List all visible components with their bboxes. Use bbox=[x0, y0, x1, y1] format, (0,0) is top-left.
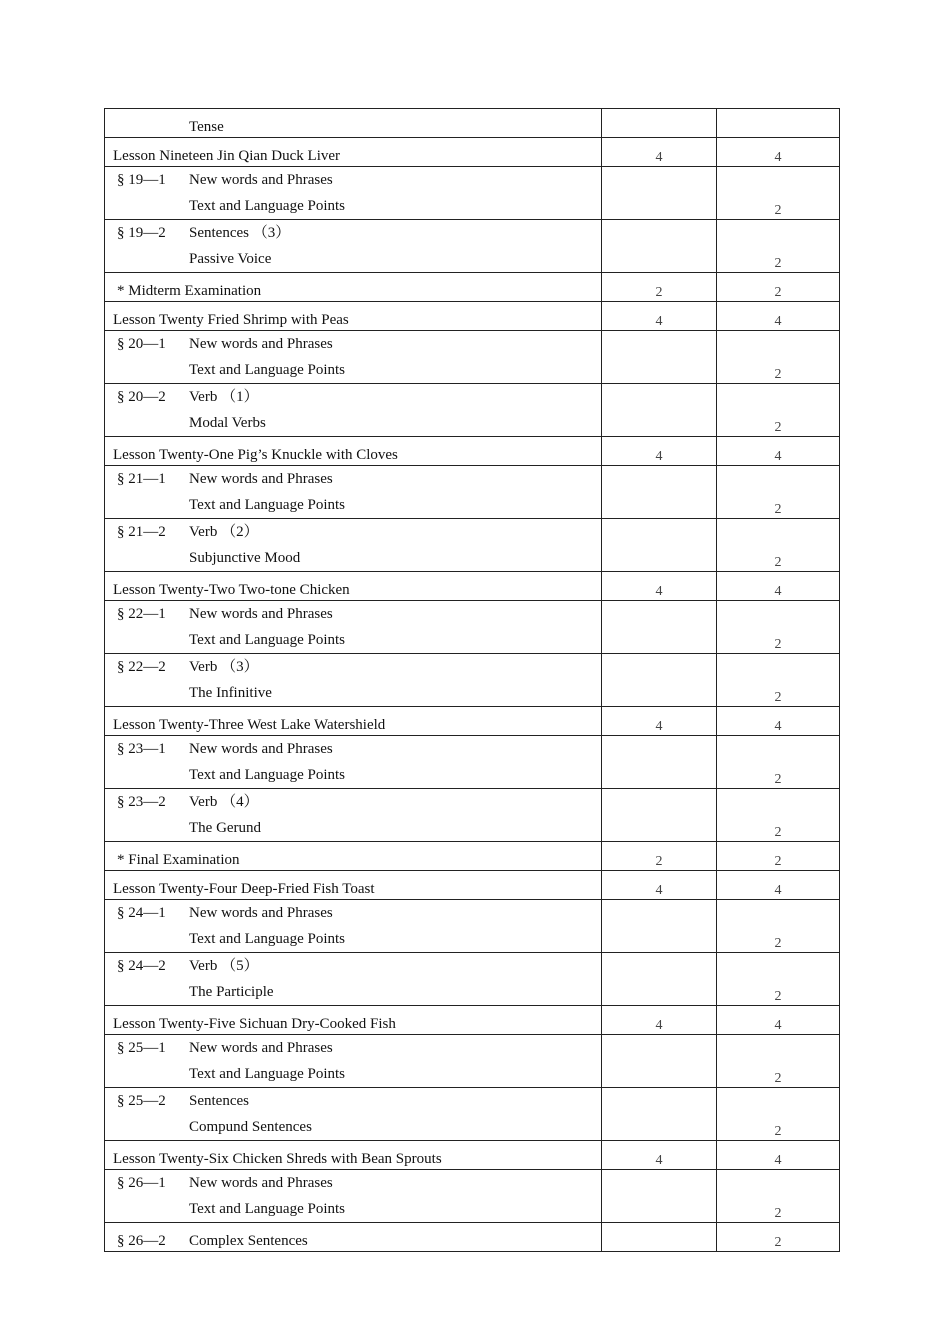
periods-cell: 2 bbox=[717, 466, 840, 519]
periods-cell: 2 bbox=[717, 601, 840, 654]
periods-cell: 2 bbox=[717, 654, 840, 707]
periods-cell: 4 bbox=[717, 437, 840, 466]
topic-continuation: Tense bbox=[189, 119, 224, 135]
section-line bbox=[105, 1088, 601, 1114]
periods-cell: 2 bbox=[717, 167, 840, 220]
hours-cell bbox=[602, 331, 717, 384]
section-topic: New words and Phrases bbox=[189, 1175, 333, 1191]
section-topic: New words and Phrases bbox=[189, 471, 333, 487]
section-topic: Verb （5） bbox=[189, 958, 259, 974]
topic-cell bbox=[105, 572, 602, 601]
periods-cell: 4 bbox=[717, 707, 840, 736]
periods-cell: 2 bbox=[717, 900, 840, 953]
section-subtopic: Text and Language Points bbox=[189, 1066, 345, 1082]
hours-cell bbox=[602, 789, 717, 842]
hours-cell: 4 bbox=[602, 572, 717, 601]
periods-cell: 2 bbox=[717, 789, 840, 842]
section-topic: New words and Phrases bbox=[189, 336, 333, 352]
topic-cell bbox=[105, 519, 602, 572]
section-line bbox=[105, 220, 601, 246]
hours-cell bbox=[602, 736, 717, 789]
table-row bbox=[105, 273, 840, 302]
section-code: § 23—1 bbox=[117, 741, 166, 757]
table-row bbox=[105, 167, 840, 220]
section-code: § 26—1 bbox=[117, 1175, 166, 1191]
periods-cell: 4 bbox=[717, 138, 840, 167]
periods-cell: 2 bbox=[717, 1088, 840, 1141]
hours-cell bbox=[602, 953, 717, 1006]
section-code: § 21—1 bbox=[117, 471, 166, 487]
topic-cell bbox=[105, 842, 602, 871]
topic-cell bbox=[105, 736, 602, 789]
table-row bbox=[105, 1088, 840, 1141]
table-row bbox=[105, 384, 840, 437]
table-row bbox=[105, 1006, 840, 1035]
topic-cell bbox=[105, 1141, 602, 1170]
hours-cell: 4 bbox=[602, 1141, 717, 1170]
hours-cell bbox=[602, 900, 717, 953]
table-row bbox=[105, 220, 840, 273]
topic-cell bbox=[105, 1088, 602, 1141]
hours-cell: 2 bbox=[602, 842, 717, 871]
hours-cell bbox=[602, 601, 717, 654]
periods-cell: 2 bbox=[717, 1035, 840, 1088]
periods-cell: 2 bbox=[717, 519, 840, 572]
table-row bbox=[105, 707, 840, 736]
section-subtopic: Text and Language Points bbox=[189, 931, 345, 947]
section-line bbox=[105, 736, 601, 762]
section-topic: Complex Sentences bbox=[189, 1233, 308, 1249]
topic-cell bbox=[105, 167, 602, 220]
hours-cell bbox=[602, 654, 717, 707]
topic-cell bbox=[105, 601, 602, 654]
section-line bbox=[105, 331, 601, 357]
periods-cell: 2 bbox=[717, 331, 840, 384]
topic-cell bbox=[105, 138, 602, 167]
periods-cell: 2 bbox=[717, 842, 840, 871]
section-topic: Sentences （3） bbox=[189, 225, 291, 241]
lesson-title: Lesson Twenty-Six Chicken Shreds with Bean Sprouts bbox=[113, 1151, 442, 1167]
section-line bbox=[105, 601, 601, 627]
topic-cell bbox=[105, 109, 602, 138]
section-code: § 22—1 bbox=[117, 606, 166, 622]
hours-cell: 2 bbox=[602, 273, 717, 302]
section-code: § 25—1 bbox=[117, 1040, 166, 1056]
topic-cell bbox=[105, 1223, 602, 1252]
table-row bbox=[105, 789, 840, 842]
section-subtopic: Text and Language Points bbox=[189, 362, 345, 378]
periods-cell: 2 bbox=[717, 736, 840, 789]
table-row bbox=[105, 1141, 840, 1170]
table-row bbox=[105, 654, 840, 707]
section-subtopic: Text and Language Points bbox=[189, 632, 345, 648]
section-code: § 19—2 bbox=[117, 225, 166, 241]
hours-cell bbox=[602, 1088, 717, 1141]
section-subtopic: Passive Voice bbox=[189, 251, 272, 267]
section-topic: Verb （3） bbox=[189, 659, 259, 675]
hours-cell bbox=[602, 1170, 717, 1223]
hours-cell bbox=[602, 167, 717, 220]
section-subtopic: Text and Language Points bbox=[189, 767, 345, 783]
exam-title: * Final Examination bbox=[117, 852, 240, 868]
course-schedule-table bbox=[104, 108, 840, 1252]
topic-cell bbox=[105, 1035, 602, 1088]
hours-cell: 4 bbox=[602, 1006, 717, 1035]
section-code: § 19—1 bbox=[117, 172, 166, 188]
section-line bbox=[105, 654, 601, 680]
table-row bbox=[105, 1223, 840, 1252]
section-subtopic: Text and Language Points bbox=[189, 198, 345, 214]
section-subtopic: Text and Language Points bbox=[189, 1201, 345, 1217]
section-subtopic: The Infinitive bbox=[189, 685, 272, 701]
section-code: § 25—2 bbox=[117, 1093, 166, 1109]
course-schedule-body bbox=[105, 109, 840, 1252]
section-subtopic: Text and Language Points bbox=[189, 497, 345, 513]
topic-cell bbox=[105, 654, 602, 707]
lesson-title: Lesson Twenty Fried Shrimp with Peas bbox=[113, 312, 349, 328]
topic-cell bbox=[105, 1006, 602, 1035]
periods-cell: 4 bbox=[717, 302, 840, 331]
section-line bbox=[105, 167, 601, 193]
section-topic: New words and Phrases bbox=[189, 905, 333, 921]
topic-cell bbox=[105, 220, 602, 273]
section-subtopic: Modal Verbs bbox=[189, 415, 266, 431]
section-subtopic: Compund Sentences bbox=[189, 1119, 312, 1135]
section-line bbox=[105, 384, 601, 410]
table-row bbox=[105, 109, 840, 138]
hours-cell bbox=[602, 220, 717, 273]
periods-cell: 2 bbox=[717, 953, 840, 1006]
hours-cell bbox=[602, 519, 717, 572]
topic-cell bbox=[105, 871, 602, 900]
hours-cell: 4 bbox=[602, 138, 717, 167]
section-line bbox=[105, 1227, 601, 1251]
topic-cell bbox=[105, 273, 602, 302]
section-code: § 23—2 bbox=[117, 794, 166, 810]
section-code: § 22—2 bbox=[117, 659, 166, 675]
lesson-title: Lesson Twenty-Three West Lake Watershield bbox=[113, 717, 386, 733]
lesson-title: Lesson Nineteen Jin Qian Duck Liver bbox=[113, 148, 341, 164]
table-row bbox=[105, 601, 840, 654]
section-subtopic: The Gerund bbox=[189, 820, 262, 836]
table-row bbox=[105, 1035, 840, 1088]
lesson-title: Lesson Twenty-Five Sichuan Dry-Cooked Fish bbox=[113, 1016, 396, 1032]
table-row bbox=[105, 331, 840, 384]
table-row bbox=[105, 842, 840, 871]
periods-cell: 4 bbox=[717, 1141, 840, 1170]
section-code: § 24—1 bbox=[117, 905, 166, 921]
hours-cell: 4 bbox=[602, 302, 717, 331]
section-topic: New words and Phrases bbox=[189, 1040, 333, 1056]
hours-cell bbox=[602, 1223, 717, 1252]
topic-cell bbox=[105, 953, 602, 1006]
section-topic: New words and Phrases bbox=[189, 741, 333, 757]
hours-cell: 4 bbox=[602, 871, 717, 900]
hours-cell bbox=[602, 384, 717, 437]
hours-cell bbox=[602, 1035, 717, 1088]
periods-cell: 2 bbox=[717, 1170, 840, 1223]
section-line bbox=[105, 789, 601, 815]
section-subtopic: Subjunctive Mood bbox=[189, 550, 301, 566]
section-topic: New words and Phrases bbox=[189, 172, 333, 188]
periods-cell: 2 bbox=[717, 384, 840, 437]
section-topic: Verb （1） bbox=[189, 389, 259, 405]
section-topic: New words and Phrases bbox=[189, 606, 333, 622]
topic-cell bbox=[105, 900, 602, 953]
periods-cell: 4 bbox=[717, 1006, 840, 1035]
table-row bbox=[105, 572, 840, 601]
hours-cell bbox=[602, 109, 717, 138]
topic-cell bbox=[105, 707, 602, 736]
topic-cell bbox=[105, 789, 602, 842]
exam-title: * Midterm Examination bbox=[117, 283, 262, 299]
table-row bbox=[105, 437, 840, 466]
section-topic: Verb （2） bbox=[189, 524, 259, 540]
table-row bbox=[105, 871, 840, 900]
topic-cell bbox=[105, 466, 602, 519]
periods-cell: 2 bbox=[717, 1223, 840, 1252]
section-line bbox=[105, 900, 601, 926]
section-code: § 21—2 bbox=[117, 524, 166, 540]
table-row bbox=[105, 302, 840, 331]
section-code: § 24—2 bbox=[117, 958, 166, 974]
table-row bbox=[105, 466, 840, 519]
section-line bbox=[105, 519, 601, 545]
hours-cell bbox=[602, 466, 717, 519]
periods-cell: 4 bbox=[717, 572, 840, 601]
periods-cell bbox=[717, 109, 840, 138]
section-code: § 20—2 bbox=[117, 389, 166, 405]
section-line bbox=[105, 953, 601, 979]
table-row bbox=[105, 953, 840, 1006]
topic-cell bbox=[105, 331, 602, 384]
table-row bbox=[105, 900, 840, 953]
topic-cell bbox=[105, 384, 602, 437]
section-line bbox=[105, 1170, 601, 1196]
periods-cell: 2 bbox=[717, 220, 840, 273]
periods-cell: 2 bbox=[717, 273, 840, 302]
hours-cell: 4 bbox=[602, 707, 717, 736]
section-code: § 20—1 bbox=[117, 336, 166, 352]
lesson-title: Lesson Twenty-One Pig’s Knuckle with Cloves bbox=[113, 447, 398, 463]
topic-cell bbox=[105, 1170, 602, 1223]
lesson-title: Lesson Twenty-Two Two-tone Chicken bbox=[113, 582, 350, 598]
section-topic: Verb （4） bbox=[189, 794, 259, 810]
section-topic: Sentences bbox=[189, 1093, 249, 1109]
periods-cell: 4 bbox=[717, 871, 840, 900]
table-row bbox=[105, 519, 840, 572]
topic-cell bbox=[105, 437, 602, 466]
section-line bbox=[105, 1035, 601, 1061]
table-row bbox=[105, 736, 840, 789]
hours-cell: 4 bbox=[602, 437, 717, 466]
section-subtopic: The Participle bbox=[189, 984, 274, 1000]
table-row bbox=[105, 1170, 840, 1223]
lesson-title: Lesson Twenty-Four Deep-Fried Fish Toast bbox=[113, 881, 375, 897]
section-line bbox=[105, 466, 601, 492]
topic-cell bbox=[105, 302, 602, 331]
table-row bbox=[105, 138, 840, 167]
section-code: § 26—2 bbox=[117, 1233, 166, 1249]
